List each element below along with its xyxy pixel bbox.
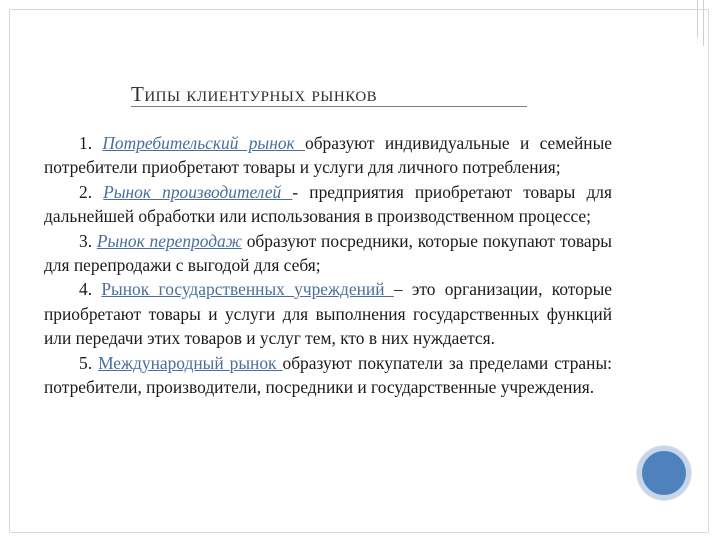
link-producer-market[interactable]: Рынок производителей (103, 181, 293, 202)
item-text: образуют индивидуальные и семейные потребители приобретают товары и услуги для личного потребления; (44, 133, 612, 178)
slide-body (44, 131, 612, 399)
slide-title (131, 82, 377, 107)
list-item-1 (44, 131, 612, 180)
item-text: - предприятия приобретают товары для дальнейшей обработки или использования в производственном процессе; (44, 181, 612, 227)
slide-title-text: Типы клиентурных рынков (131, 82, 378, 106)
link-resale-market-2[interactable]: перепродаж (149, 230, 242, 251)
link-government-market-3[interactable]: учреждений (294, 279, 394, 300)
item-number: 5. (79, 352, 93, 373)
link-international-market-1[interactable]: Международный (98, 352, 230, 373)
item-text: образуют посредники, которые покупают товары для перепродажи с выгодой для себя; (44, 230, 612, 276)
item-text: образуют покупатели за пределами страны: потребители, производители, посредники и государственные учреждения. (44, 352, 612, 398)
title-underline (131, 106, 527, 107)
list-item-2 (44, 180, 612, 229)
list-item-5 (44, 351, 612, 400)
decorative-circle (642, 451, 686, 495)
link-resale-market-1[interactable]: Рынок (96, 230, 150, 251)
list-item-4 (44, 277, 612, 350)
link-international-market-2[interactable]: рынок (229, 352, 283, 373)
item-number: 1. (79, 133, 93, 153)
item-number: 2. (79, 181, 93, 202)
decorative-line (703, 0, 704, 46)
link-consumer-market[interactable]: Потребительский рынок (102, 133, 305, 153)
link-government-market-2[interactable]: государственных (158, 279, 295, 300)
item-number: 4. (79, 279, 93, 300)
list-item-3 (44, 229, 612, 278)
link-government-market-1[interactable]: Рынок (101, 279, 159, 300)
item-number: 3. (79, 230, 93, 251)
decorative-line (697, 0, 698, 38)
item-text: – это организации, которые приобретают товары и услуги для выполнения государственных функций или передачи этих товаров и услуг тем, кто в них нуждается. (44, 279, 612, 349)
